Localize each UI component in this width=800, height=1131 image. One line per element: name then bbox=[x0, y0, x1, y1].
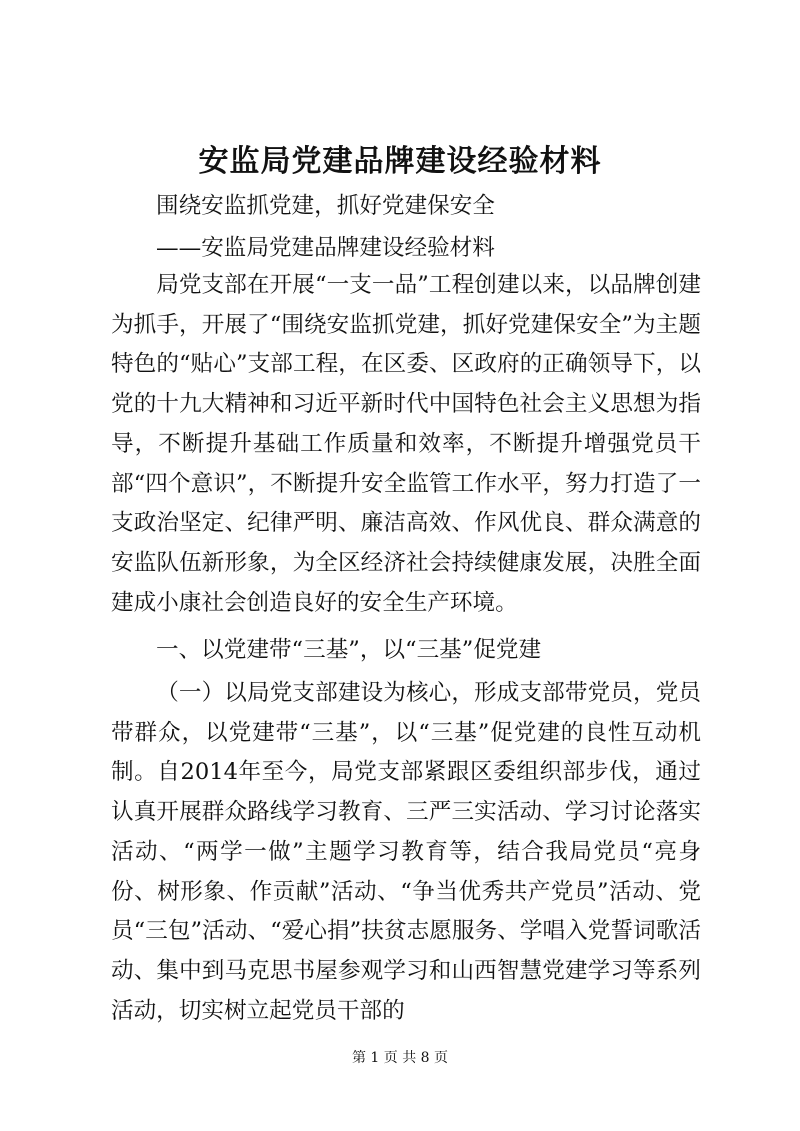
document-subtitle: 围绕安监抓党建，抓好党建保安全 bbox=[156, 193, 495, 219]
intro-paragraph: 局党支部在开展“一支一品”工程创建以来，以品牌创建为抓手，开展了“围绕安监抓党建，抓好党建保安全”为主题特色的“贴心”支部工程，在区委、区政府的正确领导下，以党的十九大精神和习近平新时代中国特色社会主义思想为指导，不断提升基础工作质量和效率，不断提升增强党员干部“四个意识”，不断提升安全监管工作水平，努力打造了一支政治坚定、纪律严明、廉洁高效、作风优良、群众满意的安监队伍新形象，为全区经济社会持续健康发展，决胜全面建成小康社会创造良好的安全生产环境。 bbox=[111, 272, 701, 616]
document-subtitle-dash: ——安监局党建品牌建设经验材料 bbox=[156, 235, 495, 261]
page-footer: 第 1 页 共 8 页 bbox=[351, 1050, 449, 1066]
section-heading: 一、以党建带“三基”，以“三基”促党建 bbox=[156, 637, 542, 663]
document-title: 安监局党建品牌建设经验材料 bbox=[198, 144, 602, 179]
section-paragraph: （一）以局党支部建设为核心，形成支部带党员，党员带群众，以党建带“三基”，以“三基”促党建的良性互动机制。自2014年至今，局党支部紧跟区委组织部步伐，通过认真开展群众路线学习教育、三严三实活动、学习讨论落实活动、“两学一做”主题学习教育等，结合我局党员“亮身份、树形象、作贡献”活动、“争当优秀共产党员”活动、党员“三包”活动、“爱心捐”扶贫志愿服务、学唱入党誓词歌活动、集中到马克思书屋参观学习和山西智慧党建学习等系列活动，切实树立起党员干部的 bbox=[111, 680, 701, 1024]
